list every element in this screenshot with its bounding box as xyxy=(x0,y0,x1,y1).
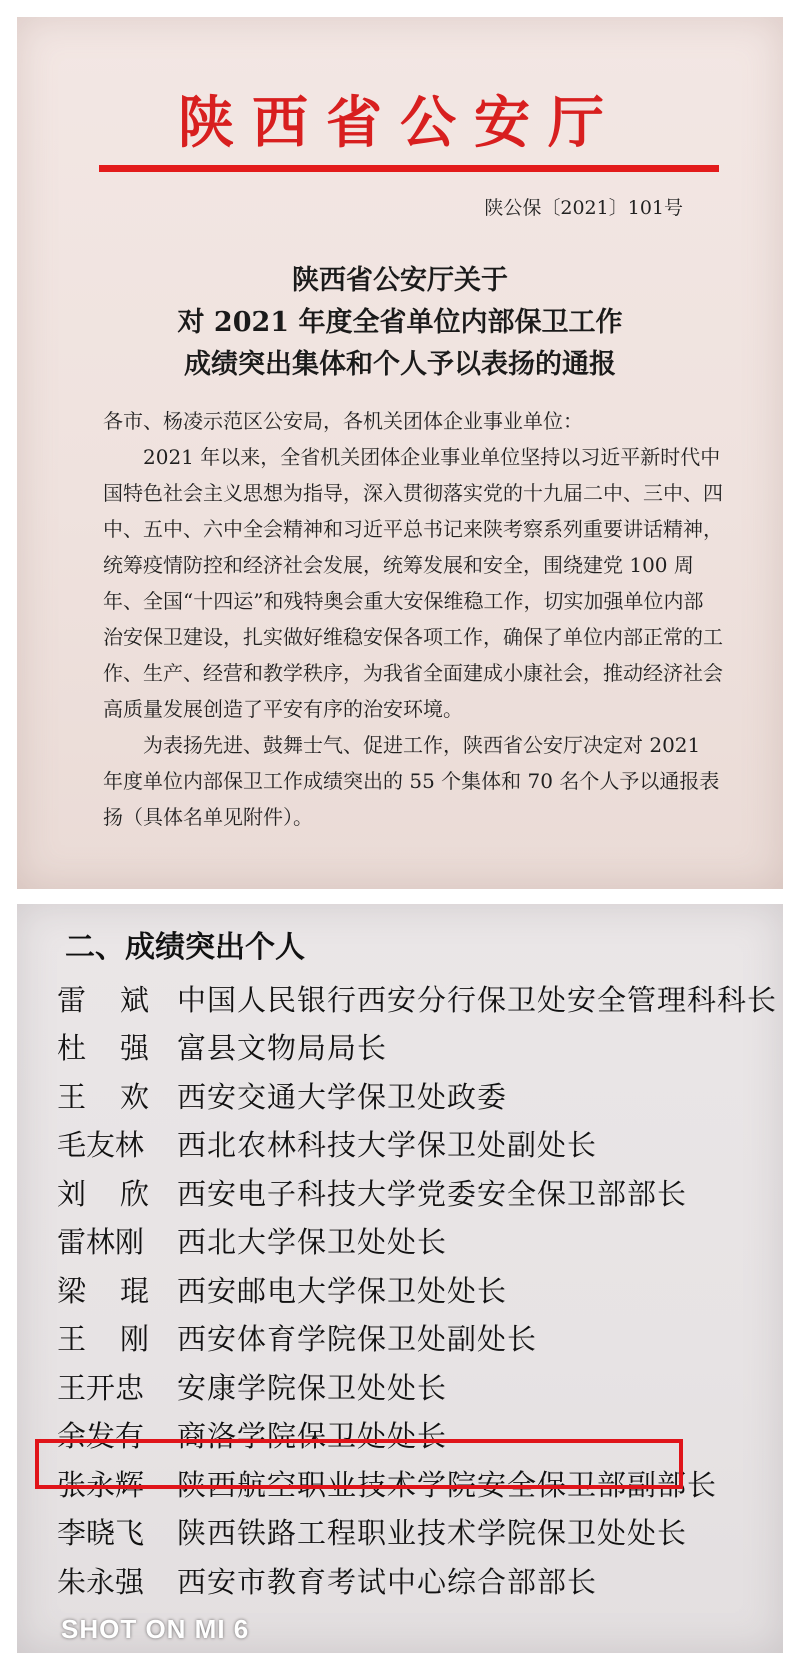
agency-header: 陕西省公安厅 xyxy=(178,90,622,156)
honoree-title: 西北农林科技大学保卫处副处长 xyxy=(177,1128,598,1162)
honoree-name: 毛友林 xyxy=(57,1128,145,1162)
paragraph: 2021 年以来，全省机关团体企业事业单位坚持以习近平新时代中国特色社会主义思想为指导，深入贯彻落实党的十九届二中、三中、四中、五中、六中全会精神和习近平总书记来陕考察系列重要讲话精神，统筹疫情防控和经济社会发展，统筹发展和安全，围绕建党 100 周年、全国“十四运”和残特奥会重大安保维稳工作，切实加强单位内部治安保卫建设，扎实做好维稳安保各项工作，确保了单位内部正常的工作、生产、经营和教学秩序，为我省全面建成小康社会，推动经济社会高质量发展创造了平安有序的治安环境。 xyxy=(103,445,723,721)
title-line: 对 2021 年度全省单位内部保卫工作 xyxy=(177,307,623,338)
document-number: 陕公保〔2021〕101号 xyxy=(484,197,683,219)
honoree-title: 西安邮电大学保卫处处长 xyxy=(177,1273,508,1308)
honoree-row xyxy=(57,1022,757,1072)
notice-body xyxy=(103,403,723,835)
paragraph: 为表扬先进、鼓舞士气、促进工作，陕西省公安厅决定对 2021 年度单位内部保卫工作成绩突出的 55 个集体和 70 名个人予以通报表扬（具体名单见附件）。 xyxy=(103,733,720,829)
honoree-row xyxy=(57,973,778,1023)
notice-photo xyxy=(17,17,783,889)
honoree-name: 余发有 xyxy=(57,1419,145,1453)
honoree-title: 西安市教育考试中心综合部部长 xyxy=(177,1564,598,1599)
honoree-name: 张永辉 xyxy=(57,1467,145,1502)
honoree-title: 商洛学院保卫处处长 xyxy=(177,1419,448,1453)
honoree-row xyxy=(57,1313,757,1363)
honoree-name: 杜强 xyxy=(57,1031,184,1065)
honoree-title: 富县文物局局长 xyxy=(177,1031,388,1065)
honoree-row xyxy=(57,1216,757,1266)
honoree-title: 西北大学保卫处处长 xyxy=(177,1225,448,1259)
honoree-row xyxy=(57,1167,757,1217)
honoree-title: 西安交通大学保卫处政委 xyxy=(177,1079,508,1114)
honoree-row xyxy=(57,1507,757,1557)
honoree-row xyxy=(57,1361,757,1411)
notice-title xyxy=(17,260,783,386)
honoree-name: 雷斌 xyxy=(57,982,184,1017)
highlight-box xyxy=(35,1439,683,1489)
red-divider xyxy=(99,165,719,172)
honoree-name: 王开忠 xyxy=(57,1370,145,1405)
honoree-title: 西安电子科技大学党委安全保卫部部长 xyxy=(177,1176,688,1211)
section-heading: 二、成绩突出个人 xyxy=(65,930,305,965)
honoree-row xyxy=(57,1264,757,1314)
salutation: 各市、杨凌示范区公安局，各机关团体企业事业单位： xyxy=(103,409,583,433)
honoree-name: 雷林刚 xyxy=(57,1225,145,1259)
honoree-name: 王欢 xyxy=(57,1079,184,1114)
honoree-name: 李晓飞 xyxy=(57,1516,145,1550)
honoree-name: 王刚 xyxy=(57,1322,184,1356)
title-line: 成绩突出集体和个人予以表扬的通报 xyxy=(184,349,616,380)
honoree-list-photo xyxy=(17,904,783,1653)
honoree-name: 朱永强 xyxy=(57,1564,145,1599)
honoree-title: 陕西铁路工程职业技术学院保卫处处长 xyxy=(177,1516,688,1550)
honoree-row xyxy=(57,1555,757,1605)
honoree-row xyxy=(57,1119,757,1169)
honoree-row xyxy=(57,1070,757,1120)
honoree-name: 梁琨 xyxy=(57,1273,184,1308)
honoree-title: 中国人民银行西安分行保卫处安全管理科科长 xyxy=(177,982,778,1017)
honoree-name: 刘欣 xyxy=(57,1176,184,1211)
camera-watermark: SHOT ON MI 6 xyxy=(61,1614,250,1644)
title-line: 陕西省公安厅关于 xyxy=(292,265,508,296)
honoree-title: 西安体育学院保卫处副处长 xyxy=(177,1322,538,1356)
honoree-title: 陕西航空职业技术学院安全保卫部副部长 xyxy=(177,1467,718,1502)
honoree-title: 安康学院保卫处处长 xyxy=(177,1370,448,1405)
